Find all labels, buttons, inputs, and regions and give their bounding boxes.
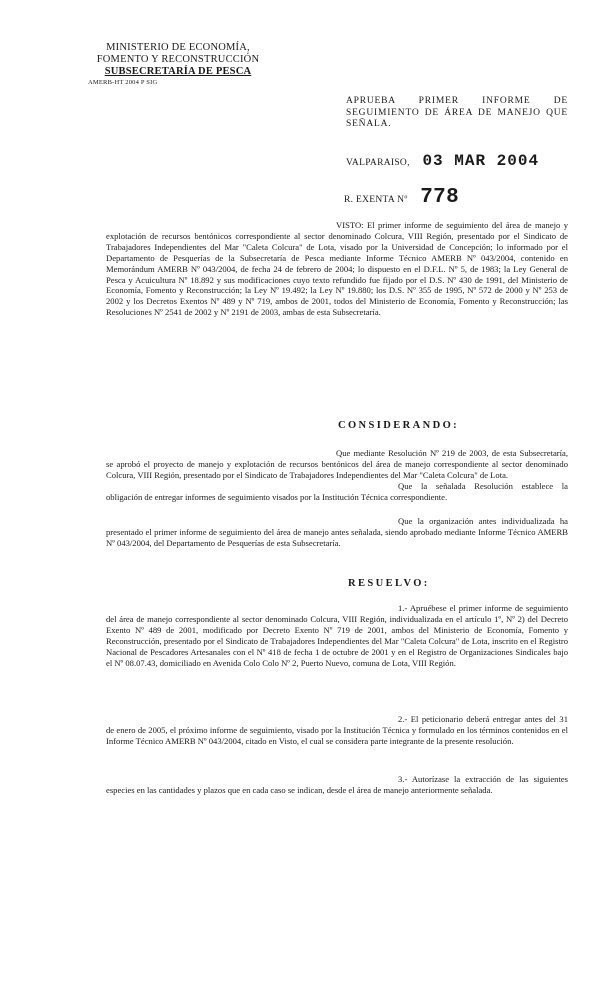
resolution-label: R. EXENTA Nº bbox=[344, 195, 408, 205]
resuelvo-item-1: 1.- Apruébese el primer informe de seguimiento del área de manejo correspondiente al sector denominado Colcura, VIII Región, individualizada en el artículo 1º, Nº 2) del Decreto Exento Nº 489 de 2001, modificado por Decreto Exento Nº 719 de 2001, ambos del Ministerio de Economía, Fomento y Reconstrucción, presentado por el Sindicato de Trabajadores Independientes del Mar "Caleta Colcura" de Lota, inscrito en el Registro Nacional de Pescadores Artesanales con el Nº 418 de fecha 1 de octubre de 2001 y en el Registro de Organizaciones Sindicales bajo el Nº 08.07.43, domiciliado en Avenida Colo Colo Nº 2, Puerto Nuevo, comuna de Lota, VIII Región. bbox=[106, 603, 568, 668]
ministry-name: MINISTERIO DE ECONOMÍA, bbox=[106, 42, 250, 53]
reference-code: AMERB-HT 2004 P SIG bbox=[88, 79, 158, 86]
visto-paragraph bbox=[106, 220, 568, 318]
considerando-item-1: Que mediante Resolución Nº 219 de 2003, de esta Subsecretaría, se aprobó el proyecto de manejo y explotación de recursos bentónicos del área de manejo correspondiente al sector denominado Colcura, VIII Región, presentado por el Sindicato de Trabajadores Independientes del Mar "Caleta Colcura" de Lota. bbox=[106, 448, 568, 480]
resolution-number-line bbox=[344, 186, 584, 209]
considerando-item-2: Que la señalada Resolución establece la obligación de entregar informes de seguimiento visados por la Institución Técnica correspondiente. bbox=[106, 481, 568, 502]
subsecretaria-name: SUBSECRETARÍA DE PESCA bbox=[104, 66, 252, 77]
place-date-line bbox=[346, 152, 586, 170]
ministry-subtitle: FOMENTO Y RECONSTRUCCIÓN bbox=[96, 54, 260, 65]
date-stamp: 03 MAR 2004 bbox=[422, 152, 540, 170]
resuelvo-heading: RESUELVO: bbox=[348, 578, 430, 589]
considerando-item-3: Que la organización antes individualizada ha presentado el primer informe de seguimiento del área de manejo antes señalada, siendo aprobado mediante Informe Técnico AMERB Nº 043/2004, del Departamento de Pesquerías de esta Subsecretaría. bbox=[106, 516, 568, 548]
resolution-number: 778 bbox=[420, 186, 459, 209]
ministry-header bbox=[78, 42, 278, 87]
resuelvo-item-2: 2.- El peticionario deberá entregar antes del 31 de enero de 2005, el próximo informe de seguimiento, visado por la Institución Técnica y formulado en los términos contenidos en el Informe Técnico AMERB Nº 043/2004, citado en Visto, el cual se considera parte integrante de la presente resolución. bbox=[106, 714, 568, 746]
visto-text: VISTO: El primer informe de seguimiento del área de manejo y explotación de recursos bentónicos correspondiente al sector denominado Colcura, VIII Región, presentado por el Sindicato de Trabajadores Independientes del Mar "Caleta Colcura" de Lota, visado por la Universidad de Concepción; lo informado por el Departamento de Pesquerías de la Subsecretaría de Pesca mediante Informe Técnico AMERB Nº 043/2004, contenido en Memorándum AMERB Nº 043/2004, de fecha 24 de febrero de 2004; lo dispuesto en el D.F.L. Nº 5, de 1983; la Ley General de Pesca y Acuicultura Nº 18.892 y sus modificaciones cuyo texto refundido fue fijado por el D.S. Nº 430 de 1991, del Ministerio de Economía, Fomento y Reconstrucción; la Ley Nº 19.492; la Ley Nº 19.880; los D.S. Nº 355 de 1995, Nº 572 de 2000 y Nº 253 de 2002 y los Decretos Exentos Nº 489 y Nº 719, ambos de 2001, todos del Ministerio de Economía, Fomento y Reconstrucción; las Resoluciones Nº 2541 de 2002 y Nº 2191 de 2003, ambas de esta Subsecretaría. bbox=[106, 220, 568, 318]
city-label: VALPARAISO, bbox=[346, 158, 410, 168]
resolution-subject: APRUEBA PRIMER INFORME DE SEGUIMIENTO DE ÁREA DE MANEJO QUE SEÑALA. bbox=[346, 96, 568, 129]
resuelvo-item-3: 3.- Autorízase la extracción de las siguientes especies en las cantidades y plazos que en cada caso se indican, desde el área de manejo anteriormente señalada. bbox=[106, 774, 568, 795]
considerando-heading: CONSIDERANDO: bbox=[338, 420, 460, 431]
